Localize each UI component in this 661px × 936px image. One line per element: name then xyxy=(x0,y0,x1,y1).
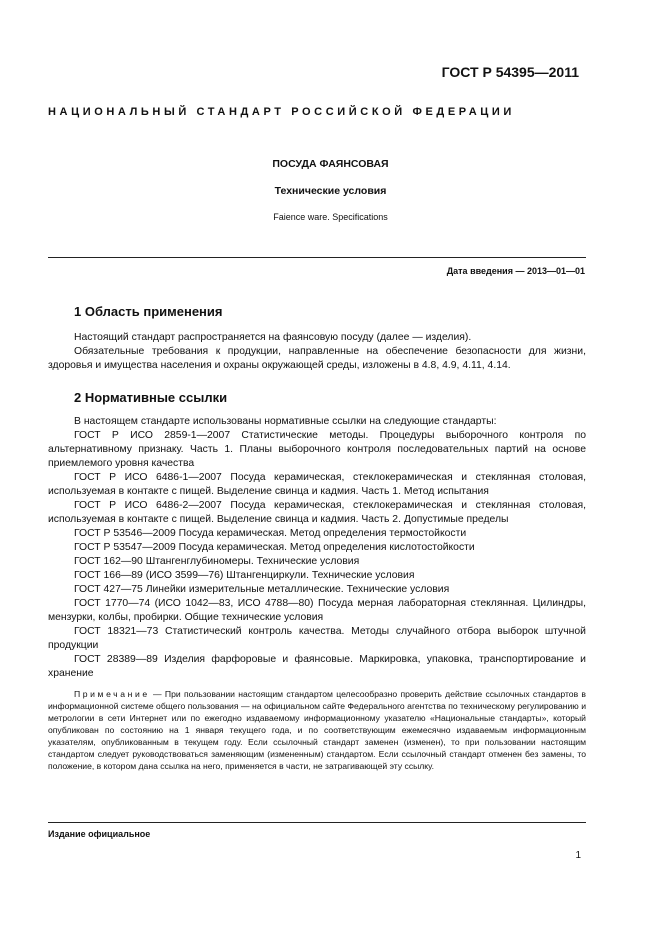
reference-item: ГОСТ 166—89 (ИСО 3599—76) Штангенциркули. Технические условия xyxy=(74,570,415,581)
reference-item: ГОСТ Р ИСО 6486-1—2007 Посуда керамическая, стеклокерамическая и стеклянная столовая, используемая в контакте с пищей. Выделение свинца и кадмия. Часть 1. Метод испытания xyxy=(48,472,586,497)
paragraph: Настоящий стандарт распространяется на фаянсовую посуду (далее — изделия). xyxy=(74,332,472,343)
paragraph: В настоящем стандарте использованы нормативные ссылки на следующие стандарты: xyxy=(74,416,497,427)
reference-item: ГОСТ 162—90 Штангенглубиномеры. Технические условия xyxy=(74,556,360,567)
document-title: ПОСУДА ФАЯНСОВАЯ xyxy=(272,158,389,170)
reference-item: ГОСТ 427—75 Линейки измерительные металлические. Технические условия xyxy=(74,584,450,595)
introduction-date: Дата введения — 2013—01—01 xyxy=(446,266,585,276)
reference-item: ГОСТ Р ИСО 2859-1—2007 Статистические методы. Процедуры выборочного контроля по альтернативному признаку. Часть 1. Планы выборочного контроля последовательных партий на основе приемлемого уровня качества xyxy=(48,430,586,469)
document-subtitle: Технические условия xyxy=(274,185,387,197)
page-number: 1 xyxy=(575,850,581,861)
bottom-divider xyxy=(48,822,586,823)
reference-item: ГОСТ Р ИСО 6486-2—2007 Посуда керамическая, стеклокерамическая и стеклянная столовая, используемая в контакте с пищей. Выделение свинца и кадмия. Часть 2. Допустимые пределы xyxy=(48,500,586,525)
official-edition-label: Издание официальное xyxy=(48,829,151,839)
reference-item: ГОСТ 18321—73 Статистический контроль качества. Методы случайного отбора выборок штучной продукции xyxy=(48,626,586,651)
note-lead: Примечание xyxy=(74,689,150,699)
reference-item: ГОСТ Р 53546—2009 Посуда керамическая. Метод определения термостойкости xyxy=(74,528,467,539)
reference-item: ГОСТ Р 53547—2009 Посуда керамическая. Метод определения кислотостойкости xyxy=(74,542,475,553)
note-text: — При пользовании настоящим стандартом целесообразно проверить действие ссылочных стандартов в информационной системе общего пользования — на официальном сайте Федерального агентства по техническому регулированию и метрологии в сети Интернет или по ежегодно издаваемому информационному указателю «Национальные стандарты», который опубликован по состоянию на 1 января текущего года, и по соответствующим ежемесячно издаваемым информационным указателям, опубликованным в текущем году. Если ссылочный стандарт заменен (изменен), то при пользовании настоящим стандартом следует руководствоваться заменяющим (измененным) стандартом. Если ссылочный стандарт отменен без замены, то положение, в котором дана ссылка на него, применяется в части, не затрагивающей эту ссылку. xyxy=(48,689,586,771)
top-divider xyxy=(48,257,586,258)
national-standard-banner: НАЦИОНАЛЬНЫЙ СТАНДАРТ РОССИЙСКОЙ ФЕДЕРАЦИИ xyxy=(48,106,515,118)
reference-item: ГОСТ 1770—74 (ИСО 1042—83, ИСО 4788—80) Посуда мерная лабораторная стеклянная. Цилиндры, мензурки, колбы, пробирки. Общие технические условия xyxy=(48,598,586,623)
section-2-body xyxy=(48,415,586,681)
note-block xyxy=(48,688,586,772)
reference-item: ГОСТ 28389—89 Изделия фарфоровые и фаянсовые. Маркировка, упаковка, транспортирование и хранение xyxy=(48,654,586,679)
section-1-body xyxy=(48,331,586,373)
english-title: Faience ware. Specifications xyxy=(273,212,388,222)
gost-code: ГОСТ Р 54395—2011 xyxy=(441,64,579,80)
note-paragraph xyxy=(48,688,586,772)
section-1-heading: 1 Область применения xyxy=(74,304,223,319)
section-2-heading: 2 Нормативные ссылки xyxy=(74,390,228,405)
paragraph: Обязательные требования к продукции, направленные на обеспечение безопасности для жизни, здоровья и имущества населения и охраны окружающей среды, изложены в 4.8, 4.9, 4.11, 4.14. xyxy=(48,346,586,371)
